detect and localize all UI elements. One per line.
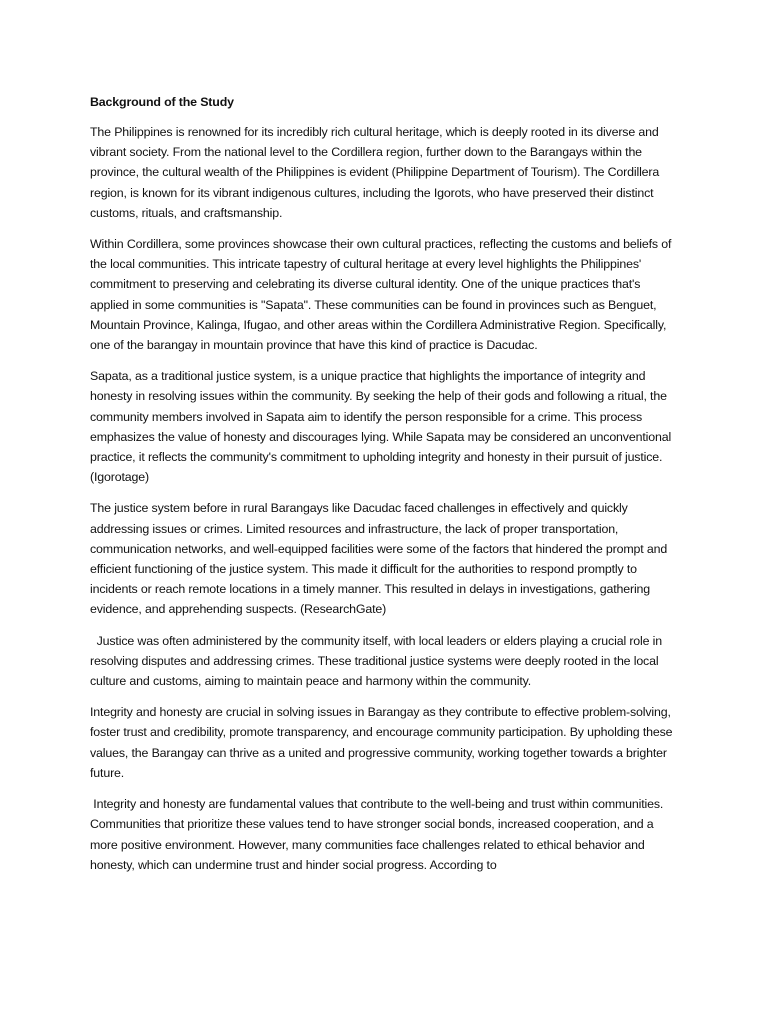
paragraph-1: The Philippines is renowned for its incredibly rich cultural heritage, which is deeply rooted in its diverse and vibrant society. From the national level to the Cordillera region, further down to the Barangays within the province, the cultural wealth of the Philippines is evident (Philippine Department of Tourism). The Cordillera region, is known for its vibrant indigenous cultures, including the Igorots, who have preserved their distinct customs, rituals, and craftsmanship. [90,125,660,220]
paragraph-4: The justice system before in rural Barangays like Dacudac faced challenges in effectively and quickly addressing issues or crimes. Limited resources and infrastructure, the lack of proper transportation, communication networks, and well-equipped facilities were some of the factors that hindered the prompt and efficient functioning of the justice system. This made it difficult for the authorities to respond promptly to incidents or reach remote locations in a timely manner. This resulted in delays in investigations, gathering evidence, and apprehending suspects. (ResearchGate) [90,501,668,617]
paragraph-3: Sapata, as a traditional justice system, is a unique practice that highlights the importance of integrity and honesty in resolving issues within the community. By seeking the help of their gods and following a ritual, the community members involved in Sapata aim to identify the person responsible for a crime. This process emphasizes the value of honesty and discourages lying. While Sapata may be considered an unconventional practice, it reflects the community's commitment to upholding integrity and honesty in their pursuit of justice. (Igorotage) [90,369,672,485]
paragraph-2: Within Cordillera, some provinces showcase their own cultural practices, reflecting the customs and beliefs of the local communities. This intricate tapestry of cultural heritage at every level highlights the Philippines' commitment to preserving and celebrating its diverse cultural identity. One of the unique practices that's applied in some communities is "Sapata". These communities can be found in provinces such as Benguet, Mountain Province, Kalinga, Ifugao, and other areas within the Cordillera Administrative Region. Specifically, one of the barangay in mountain province that have this kind of practice is Dacudac. [90,237,672,353]
document-body [90,92,680,886]
section-heading: Background of the Study [90,95,234,109]
paragraph-6: Integrity and honesty are crucial in solving issues in Barangay as they contribute to effective problem-solving, foster trust and credibility, promote transparency, and encourage community participation. By upholding these values, the Barangay can thrive as a united and progressive community, working together towards a brighter future. [90,705,673,780]
paragraph-7: Integrity and honesty are fundamental values that contribute to the well-being and trust within communities. Communities that prioritize these values tend to have stronger social bonds, increased cooperation, and a more positive environment. However, many communities face challenges related to ethical behavior and honesty, which can undermine trust and hinder social progress. According to [90,797,667,872]
paragraph-5: Justice was often administered by the community itself, with local leaders or elders playing a crucial role in resolving disputes and addressing crimes. These traditional justice systems were deeply rooted in the local culture and customs, aiming to maintain peace and harmony within the community. [90,633,666,689]
